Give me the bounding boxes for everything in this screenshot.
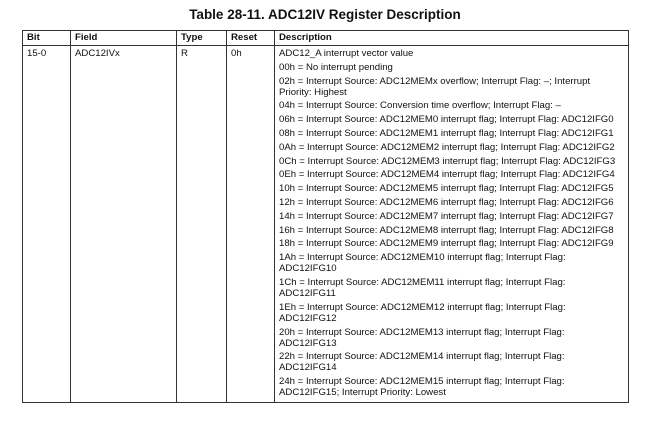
register-table — [22, 30, 629, 403]
table-row — [23, 46, 629, 403]
description-line: 10h = Interrupt Source: ADC12MEM5 interrupt flag; Interrupt Flag: ADC12IFG5 — [279, 183, 614, 195]
description-line: 00h = No interrupt pending — [279, 61, 393, 73]
description-line: 14h = Interrupt Source: ADC12MEM7 interrupt flag; Interrupt Flag: ADC12IFG7 — [279, 210, 614, 222]
description-line: 20h = Interrupt Source: ADC12MEM13 interrupt flag; Interrupt Flag: ADC12IFG13 — [279, 326, 565, 349]
cell-bit: 15-0 — [23, 46, 71, 403]
cell-description — [275, 46, 629, 403]
description-line: 16h = Interrupt Source: ADC12MEM8 interrupt flag; Interrupt Flag: ADC12IFG8 — [279, 224, 614, 236]
table-title: Table 28-11. ADC12IV Register Description — [189, 7, 461, 22]
header-type: Type — [177, 31, 227, 46]
header-description: Description — [275, 31, 629, 46]
cell-type: R — [177, 46, 227, 403]
description-line: 18h = Interrupt Source: ADC12MEM9 interrupt flag; Interrupt Flag: ADC12IFG9 — [279, 238, 614, 250]
description-line: 0Ah = Interrupt Source: ADC12MEM2 interrupt flag; Interrupt Flag: ADC12IFG2 — [279, 141, 615, 153]
description-line: 0Eh = Interrupt Source: ADC12MEM4 interrupt flag; Interrupt Flag: ADC12IFG4 — [279, 169, 615, 181]
description-line: 24h = Interrupt Source: ADC12MEM15 interrupt flag; Interrupt Flag: ADC12IFG15; Interrupt Priority: Lowest — [279, 376, 565, 399]
description-line: ADC12_A interrupt vector value — [279, 48, 414, 59]
description-line: 06h = Interrupt Source: ADC12MEM0 interrupt flag; Interrupt Flag: ADC12IFG0 — [279, 114, 614, 126]
cell-reset: 0h — [227, 46, 275, 403]
description-line: 1Eh = Interrupt Source: ADC12MEM12 interrupt flag; Interrupt Flag: ADC12IFG12 — [279, 301, 566, 324]
description-line: 04h = Interrupt Source: Conversion time overflow; Interrupt Flag: – — [279, 100, 561, 112]
description-line: 0Ch = Interrupt Source: ADC12MEM3 interrupt flag; Interrupt Flag: ADC12IFG3 — [279, 155, 616, 167]
description-line: 1Ch = Interrupt Source: ADC12MEM11 interrupt flag; Interrupt Flag: ADC12IFG11 — [279, 276, 566, 299]
description-line: 08h = Interrupt Source: ADC12MEM1 interrupt flag; Interrupt Flag: ADC12IFG1 — [279, 127, 614, 139]
description-line: 22h = Interrupt Source: ADC12MEM14 interrupt flag; Interrupt Flag: ADC12IFG14 — [279, 351, 565, 374]
cell-field: ADC12IVx — [71, 46, 177, 403]
header-bit: Bit — [23, 31, 71, 46]
header-field: Field — [71, 31, 177, 46]
description-line: 1Ah = Interrupt Source: ADC12MEM10 interrupt flag; Interrupt Flag: ADC12IFG10 — [279, 252, 566, 275]
header-reset: Reset — [227, 31, 275, 46]
header-row — [23, 31, 629, 46]
description-line: 02h = Interrupt Source: ADC12MEMx overflow; Interrupt Flag: –; Interrupt Priority: Highest — [279, 75, 591, 98]
description-line: 12h = Interrupt Source: ADC12MEM6 interrupt flag; Interrupt Flag: ADC12IFG6 — [279, 196, 614, 208]
